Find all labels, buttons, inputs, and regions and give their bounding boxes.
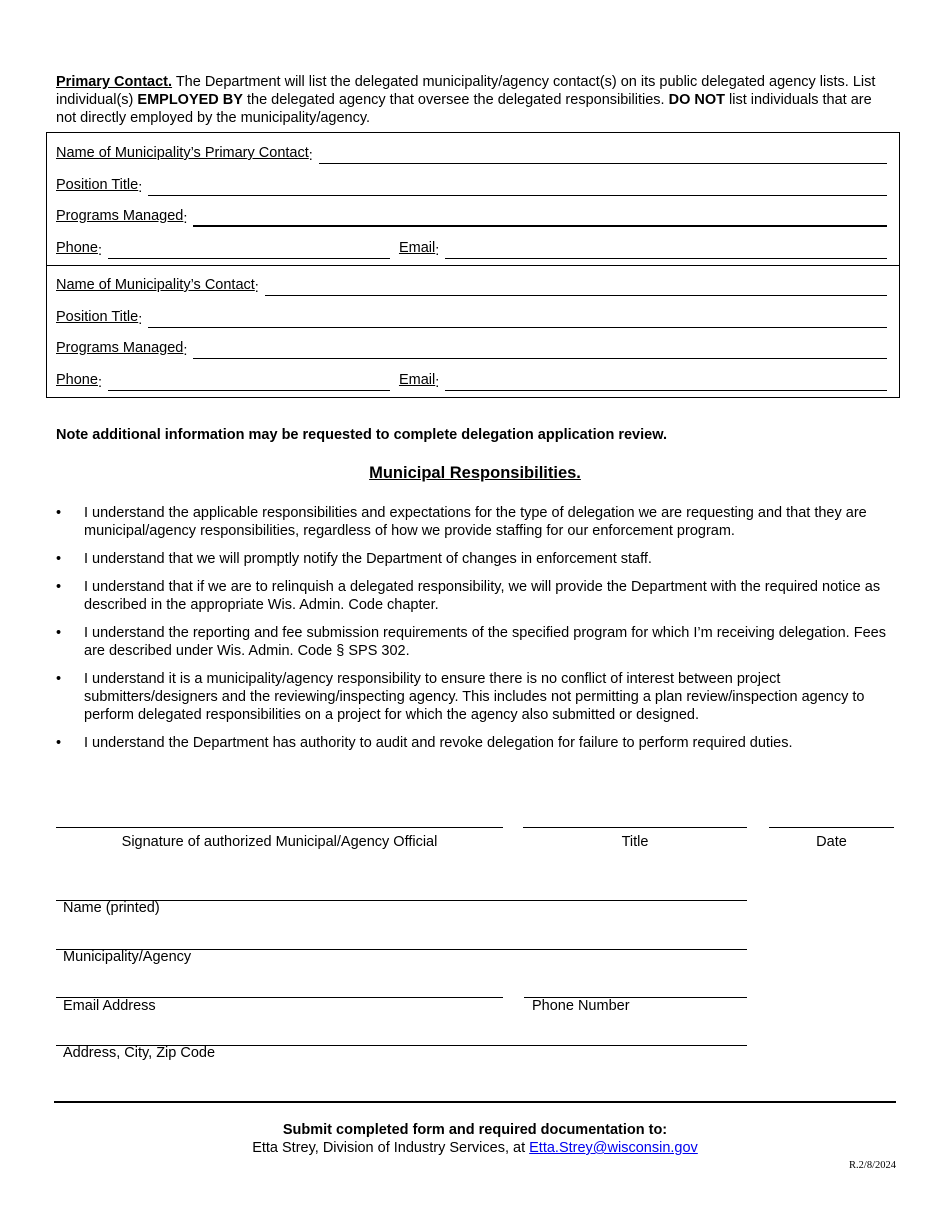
contact-email-label: Email <box>398 372 436 388</box>
signature-line[interactable] <box>56 827 503 828</box>
contact-phone-field[interactable] <box>108 372 390 391</box>
contact-programs-label: Programs Managed <box>56 340 184 356</box>
submit-heading: Submit completed form and required documentation to: <box>282 1122 668 1138</box>
primary-contact-email-field[interactable] <box>445 240 887 259</box>
secondary-contact-box <box>46 265 900 398</box>
contact-phone-label: Phone <box>56 372 98 388</box>
intro-text-1: The Department will list the delegated municipality/agency contact(s) on its public delegated agency lists. List individual(s) <box>56 74 876 108</box>
responsibilities-list <box>56 504 886 762</box>
list-item: • I understand that we will promptly notify the Department of changes in enforcement staff. <box>56 551 652 567</box>
contact-email-link[interactable]: Etta.Strey@wisconsin.gov <box>529 1140 698 1156</box>
primary-contact-name-label: Name of Municipality’s Primary Contact <box>56 145 309 161</box>
bullet-icon: • <box>56 625 62 641</box>
bullet-icon: • <box>56 505 62 521</box>
intro-text-2: the delegated agency that oversee the delegated responsibilities. <box>242 92 669 108</box>
contact-position-label: Position Title <box>56 309 139 325</box>
printed-name-label: Name (printed) <box>63 900 160 916</box>
primary-contact-programs-row: Programs Managed : <box>56 207 887 227</box>
bullet-icon: • <box>56 671 62 687</box>
address-label: Address, City, Zip Code <box>63 1045 216 1061</box>
primary-contact-email-label: Email <box>398 240 436 256</box>
contact-programs-row: Programs Managed : <box>56 339 887 359</box>
primary-contact-phone-field[interactable] <box>108 240 390 259</box>
list-item: • I understand the Department has authority to audit and revoke delegation for failure to perform required duties. <box>56 735 793 751</box>
submit-contact-text: Etta Strey, Division of Industry Services, at <box>252 1140 530 1156</box>
intro-paragraph <box>56 73 886 127</box>
bullet-icon: • <box>56 735 62 751</box>
primary-contact-phone-email-row: Phone : Email : <box>56 239 887 259</box>
list-item: • I understand the reporting and fee submission requirements of the specified program for which I’m receiving delegation. Fees are described under Wis. Admin. Code § SPS 302. <box>56 625 886 659</box>
municipality-label: Municipality/Agency <box>63 949 192 965</box>
intro-text-3: list individuals that are not directly employed by the municipality/agency. <box>56 92 872 126</box>
intro-heading: Primary Contact. <box>56 74 173 90</box>
date-label: Date <box>816 834 847 850</box>
signature-label: Signature of authorized Municipal/Agency Official <box>121 834 438 850</box>
bullet-icon: • <box>56 579 62 595</box>
primary-contact-phone-label: Phone <box>56 240 98 256</box>
primary-contact-position-label: Position Title <box>56 177 139 193</box>
intro-bold-employed-by: EMPLOYED BY <box>137 92 243 108</box>
date-line[interactable] <box>769 827 894 828</box>
intro-bold-do-not: DO NOT <box>668 92 725 108</box>
primary-contact-position-field[interactable] <box>148 177 887 196</box>
email-address-label: Email Address <box>63 998 156 1014</box>
phone-number-label: Phone Number <box>532 998 630 1014</box>
contact-position-field[interactable] <box>148 309 887 328</box>
primary-contact-name-row: Name of Municipality’s Primary Contact : <box>56 144 887 164</box>
list-item: • I understand it is a municipality/agency responsibility to ensure there is no conflict of interest between project submitters/designers and the reviewing/inspecting agency. This includes not permitting a plan review/inspection agency to perform delegated responsibilities on a project for which the agency also submitted or designed. <box>56 671 865 723</box>
list-item: • I understand that if we are to relinquish a delegated responsibility, we will provide the Department with the required notice as described in the appropriate Wis. Admin. Code chapter. <box>56 579 881 613</box>
primary-contact-box <box>46 132 900 266</box>
submit-contact <box>0 1140 950 1156</box>
contact-position-row: Position Title : <box>56 308 887 328</box>
footer-divider <box>54 1101 896 1103</box>
revision-date: R.2/8/2024 <box>849 1160 896 1171</box>
contact-email-field[interactable] <box>445 372 887 391</box>
contact-phone-email-row: Phone : Email : <box>56 371 887 391</box>
review-note: Note additional information may be requested to complete delegation application review. <box>56 427 667 443</box>
list-item: • I understand the applicable responsibilities and expectations for the type of delegation we are requesting and that they are municipal/agency responsibilities, regardless of how we provide staffing for our enforcement program. <box>56 505 867 539</box>
responsibilities-heading: Municipal Responsibilities. <box>369 464 581 482</box>
title-label: Title <box>621 834 649 850</box>
contact-programs-field[interactable] <box>193 340 887 359</box>
primary-contact-position-row: Position Title : <box>56 176 887 196</box>
contact-name-field[interactable] <box>265 277 887 296</box>
primary-contact-programs-field[interactable] <box>193 207 887 227</box>
primary-contact-name-field[interactable] <box>319 145 887 164</box>
primary-contact-programs-label: Programs Managed <box>56 208 184 224</box>
contact-name-row: Name of Municipality’s Contact : <box>56 276 887 296</box>
title-line[interactable] <box>523 827 747 828</box>
bullet-icon: • <box>56 551 62 567</box>
contact-name-label: Name of Municipality’s Contact <box>56 277 255 293</box>
